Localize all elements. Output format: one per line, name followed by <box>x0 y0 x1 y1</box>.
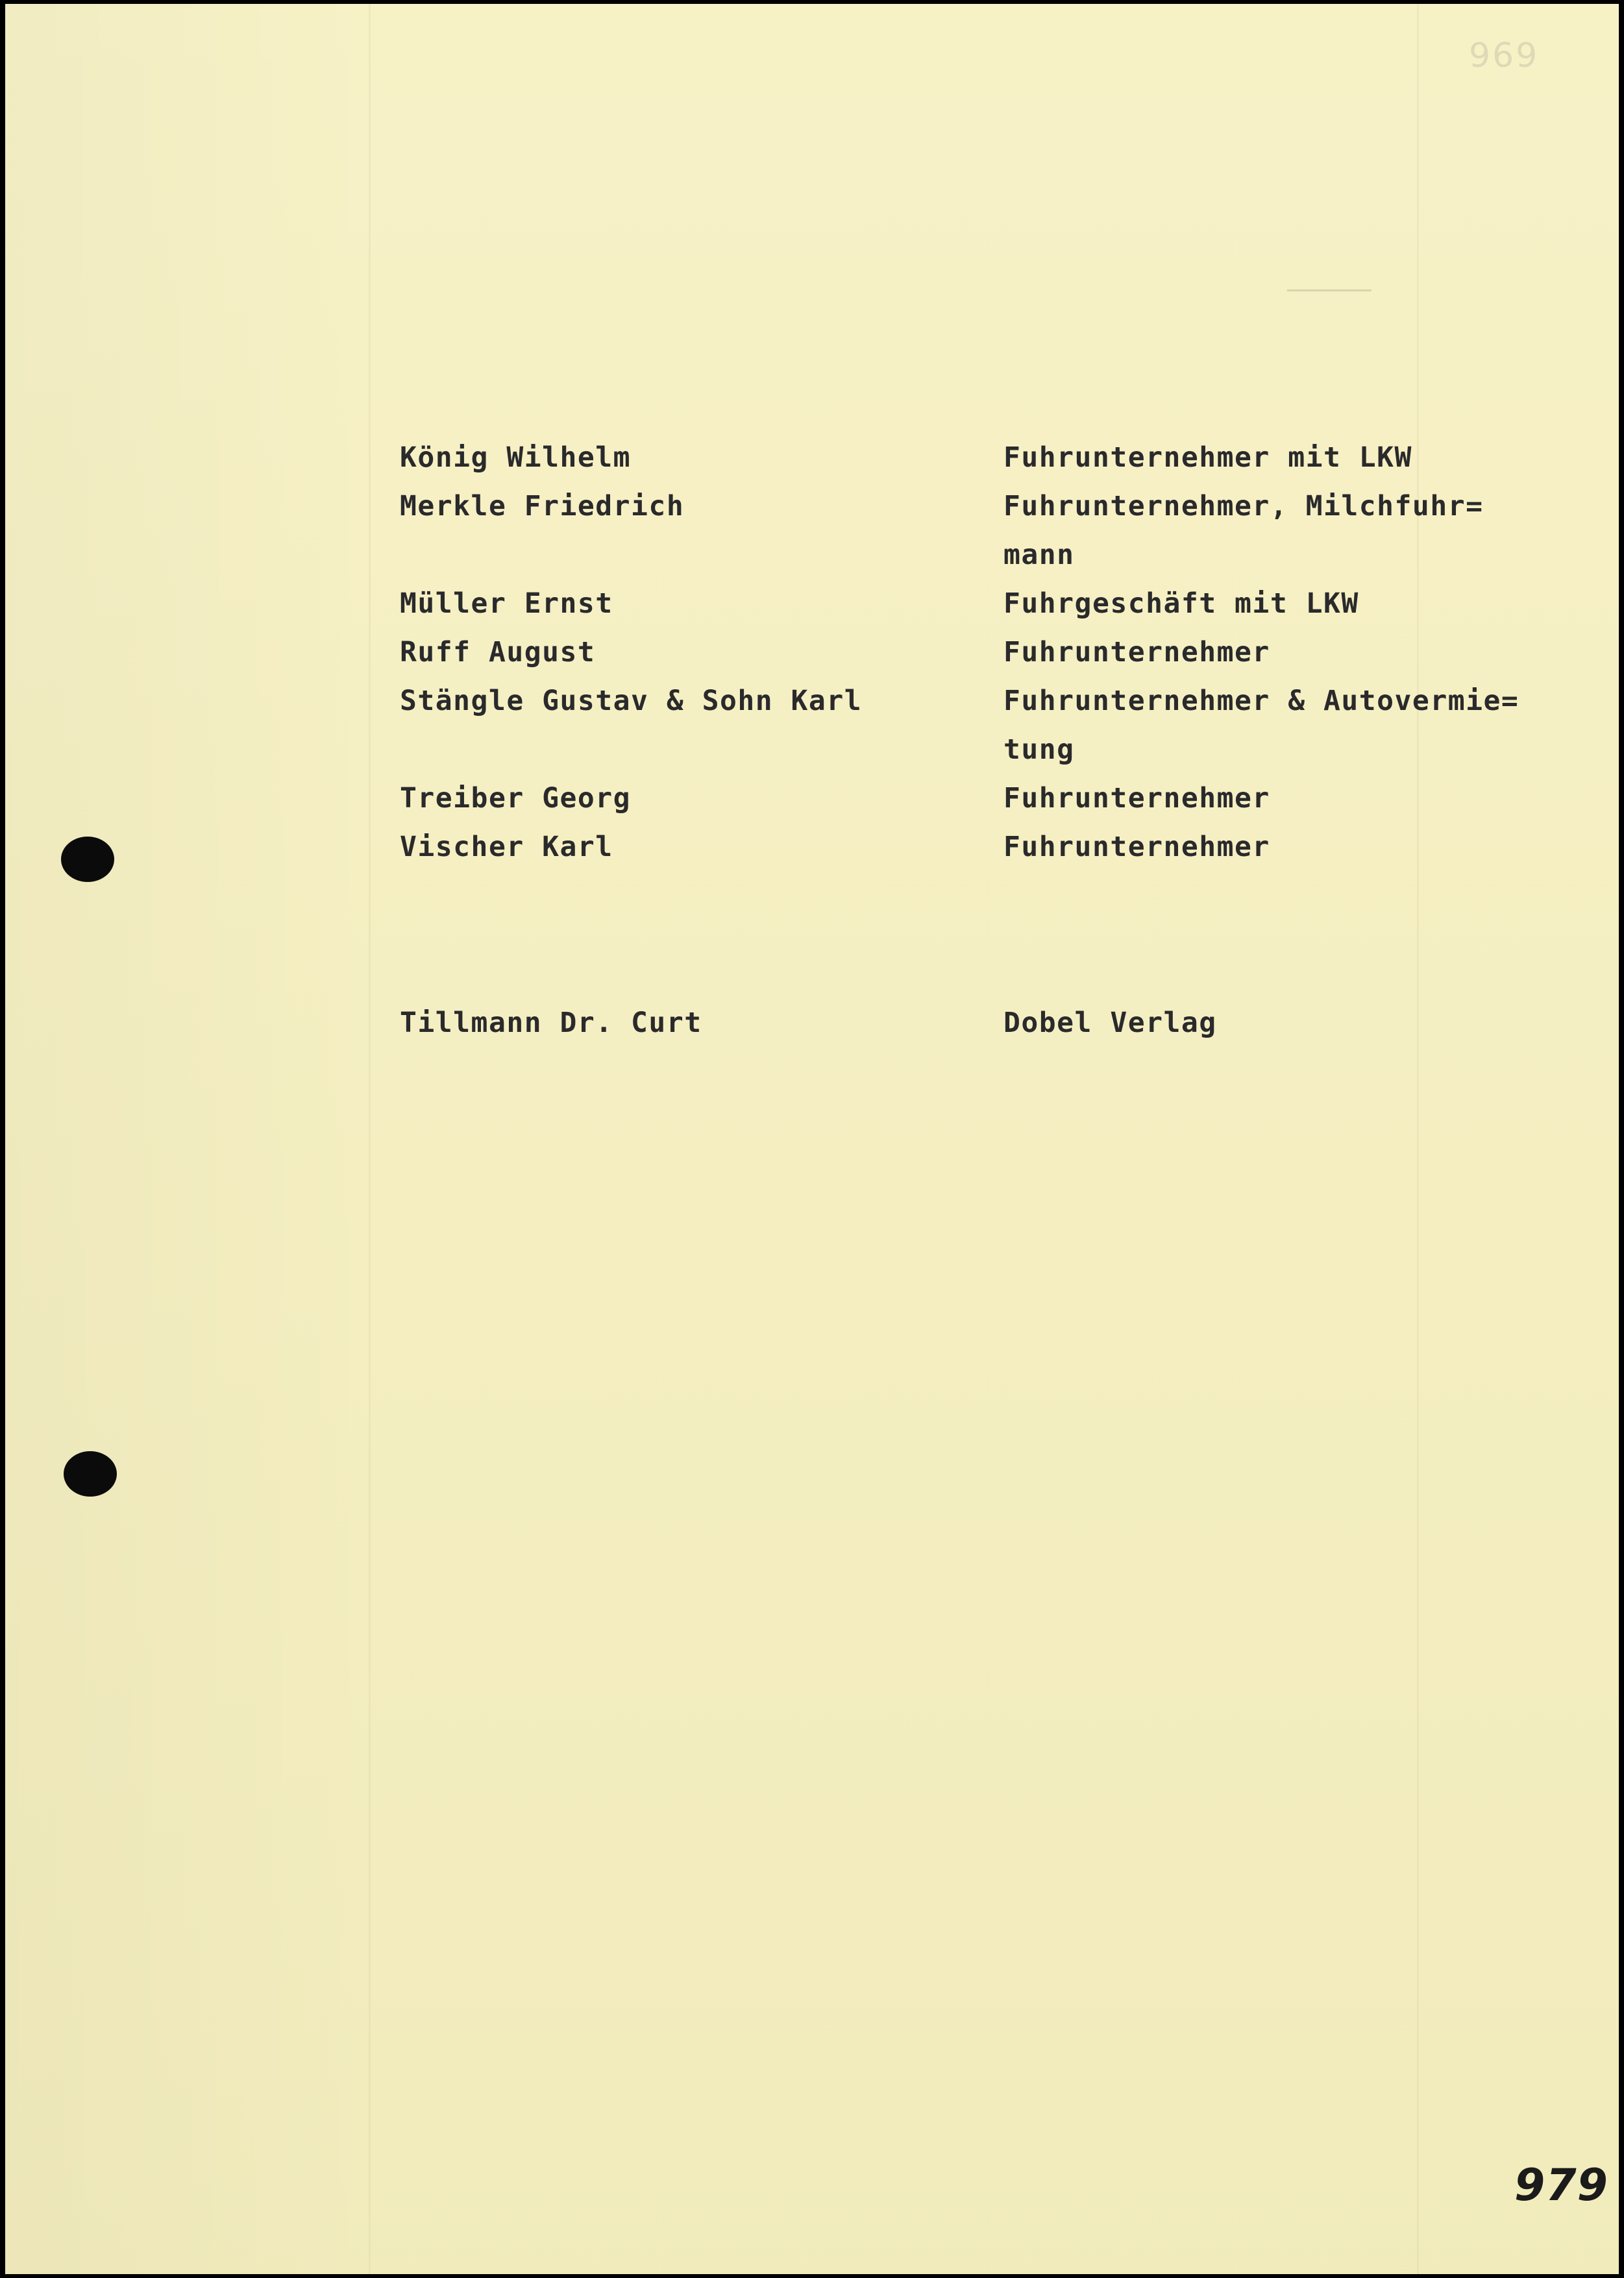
entry-occupation: Fuhrunternehmer <box>1003 636 1270 668</box>
entry-name: Tillmann Dr. Curt <box>400 1007 702 1039</box>
entry-occupation: Fuhrgeschäft mit LKW <box>1003 587 1359 620</box>
entry-name: Ruff August <box>400 636 596 668</box>
entry-occupation: Fuhrunternehmer <box>1003 782 1270 814</box>
entry-name: Müller Ernst <box>400 587 613 620</box>
document-page <box>5 4 1619 2274</box>
entry-name: Treiber Georg <box>400 782 632 814</box>
paper-fold-line <box>1417 4 1419 2274</box>
archive-number: 969 <box>1469 36 1540 75</box>
entry-occupation-continued: mann <box>1003 539 1075 571</box>
entry-occupation: Fuhrunternehmer mit LKW <box>1003 441 1412 474</box>
paper-fold-line <box>369 4 371 2274</box>
pencil-dash <box>1287 289 1372 291</box>
entry-name: Merkle Friedrich <box>400 490 685 522</box>
page-number: 979 <box>1514 2160 1608 2211</box>
entry-occupation: Fuhrunternehmer <box>1003 831 1270 863</box>
entry-occupation-continued: tung <box>1003 733 1075 766</box>
entry-name: König Wilhelm <box>400 441 632 474</box>
entry-occupation: Dobel Verlag <box>1003 1007 1217 1039</box>
punch-hole <box>61 837 114 882</box>
entry-name: Stängle Gustav & Sohn Karl <box>400 685 863 717</box>
entry-name: Vischer Karl <box>400 831 613 863</box>
punch-hole <box>64 1451 117 1497</box>
entry-occupation: Fuhrunternehmer, Milchfuhr= <box>1003 490 1484 522</box>
entry-occupation: Fuhrunternehmer & Autovermie= <box>1003 685 1519 717</box>
